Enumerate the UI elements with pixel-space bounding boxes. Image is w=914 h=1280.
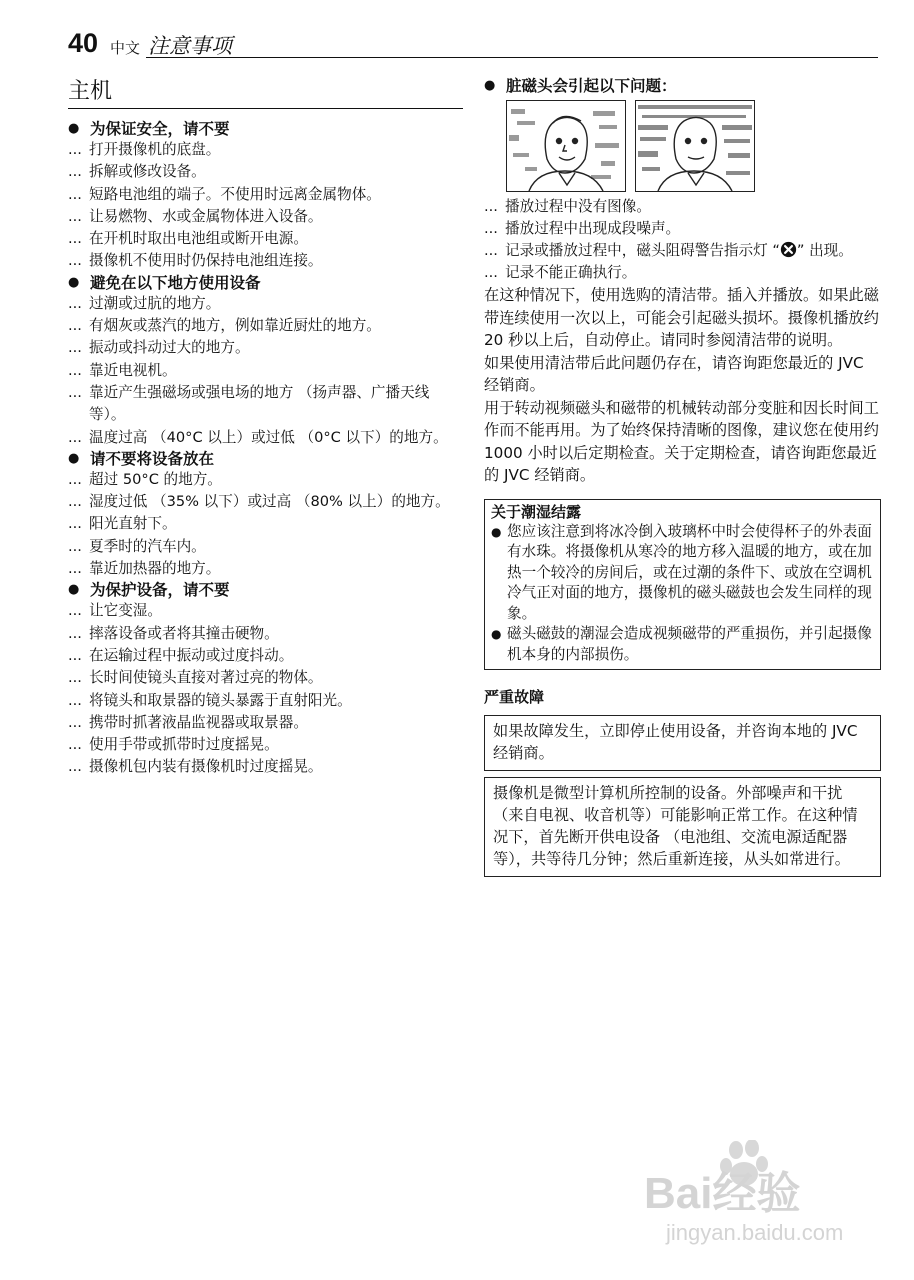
group-heading: ● 为保证安全，请不要 xyxy=(68,119,463,139)
list-item: ... 摄像机包内装有摄像机时过度摇晃。 xyxy=(68,756,463,778)
list-item: ... 拆解或修改设备。 xyxy=(68,161,463,183)
header-rule xyxy=(146,57,878,58)
list-item: ... 在运输过程中振动或过度抖动。 xyxy=(68,645,463,667)
list-item: ... 超过 50°C 的地方。 xyxy=(68,469,463,491)
watermark-url: jingyan.baidu.com xyxy=(666,1220,844,1245)
watermark-brand: Bai经验 xyxy=(644,1169,801,1218)
baidu-jingyan-watermark xyxy=(640,1140,880,1250)
list-item: ... 打开摄像机的底盘。 xyxy=(68,139,463,161)
dirty-heads-heading: ● 脏磁头会引起以下问题： xyxy=(484,76,881,96)
list-item: ... 靠近电视机。 xyxy=(68,360,463,382)
list-item: ... 长时间使镜头直接对著过亮的物体。 xyxy=(68,667,463,689)
noisy-screen-illustration-1 xyxy=(506,100,626,192)
list-item: ... 阳光直射下。 xyxy=(68,513,463,535)
head-clog-warning-icon xyxy=(780,241,797,258)
list-item-warning xyxy=(484,240,881,262)
page-header xyxy=(68,26,878,60)
list-item: ... 摄像机不使用时仍保持电池组连接。 xyxy=(68,250,463,272)
list-item: ... 夏季时的汽车内。 xyxy=(68,536,463,558)
list-item: ... 振动或抖动过大的地方。 xyxy=(68,337,463,359)
paragraph-inspection: 用于转动视频磁头和磁带的机械转动部分变脏和因长时间工作而不能再用。为了始终保持清晰的图像，建议您在使用约 1000 小时以后定期检查。关于定期检查，请咨询距您最近的 JVC 经销商。 xyxy=(484,398,879,484)
list-item: ... 播放过程中没有图像。 xyxy=(484,196,881,218)
left-column xyxy=(68,74,463,779)
list-item: ... 记录不能正确执行。 xyxy=(484,262,881,284)
list-item: ... 播放过程中出现成段噪声。 xyxy=(484,218,881,240)
right-column xyxy=(484,76,881,877)
condensation-item: ● 磁头磁鼓的潮湿会造成视频磁带的严重损伤，并引起摄像机本身的内部损伤。 xyxy=(491,624,872,665)
list-item: ... 有烟灰或蒸汽的地方，例如靠近厨灶的地方。 xyxy=(68,315,463,337)
list-item: ... 使用手带或抓带时过度摇晃。 xyxy=(68,734,463,756)
warning-text-after: ” 出现。 xyxy=(796,242,853,259)
illustration-row xyxy=(506,100,881,192)
malfunction-title: 严重故障 xyxy=(484,688,545,706)
group-safety xyxy=(68,119,463,273)
group-heading: ● 请不要将设备放在 xyxy=(68,449,463,469)
list-item: ... 在开机时取出电池组或断开电源。 xyxy=(68,228,463,250)
list-item: ... 短路电池组的端子。不使用时远离金属物体。 xyxy=(68,184,463,206)
paragraph-cleaning-tape: 在这种情况下，使用选购的清洁带。插入并播放。如果此磁带连续使用一次以上，可能会引起磁头损坏。摄像机播放约 20 秒以上后，自动停止。请同时参阅清洁带的说明。 xyxy=(484,286,879,349)
paragraph-consult-dealer: 如果使用清洁带后此问题仍存在，请咨询距您最近的 JVC 经销商。 xyxy=(484,353,864,394)
noisy-screen-illustration-2 xyxy=(635,100,755,192)
list-item: ... 温度过高 （40°C 以上）或过低 （0°C 以下）的地方。 xyxy=(68,427,463,449)
list-item: ... 过潮或过肮的地方。 xyxy=(68,293,463,315)
list-item: ... 让它变湿。 xyxy=(68,600,463,622)
condensation-title: 关于潮湿结露 xyxy=(491,502,582,521)
list-item: ... 摔落设备或者将其撞击硬物。 xyxy=(68,623,463,645)
malfunction-box-2: 摄像机是微型计算机所控制的设备。外部噪声和干扰 （来自电视、收音机等）可能影响正常工作。在这种情况下，首先断开供电设备 （电池组、交流电源适配器等），共等待几分钟；然后重新连接，从头如常进行。 xyxy=(484,777,881,877)
list-item: ... 湿度过低 （35% 以下）或过高 （80% 以上）的地方。 xyxy=(68,491,463,513)
group-heading: ● 避免在以下地方使用设备 xyxy=(68,273,463,293)
malfunction-box-1: 如果故障发生，立即停止使用设备，并咨询本地的 JVC 经销商。 xyxy=(484,715,881,771)
condensation-box xyxy=(484,499,881,671)
page-title: 注意事项 xyxy=(148,34,232,58)
condensation-item: ● 您应该注意到将冰冷倒入玻璃杯中时会使得杯子的外表面有水珠。将摄像机从寒冷的地方移入温暖的地方，或在加热一个较冷的房间后，或在过潮的条件下、或放在空调机冷气正对面的地方，摄像机的磁头磁鼓也会发生同样的现象。 xyxy=(491,522,872,625)
list-item: ... 靠近产生强磁场或强电场的地方 （扬声器、广播天线等）。 xyxy=(68,382,463,427)
list-item: ... 让易燃物、水或金属物体进入设备。 xyxy=(68,206,463,228)
section-title-main-unit: 主机 xyxy=(68,74,463,109)
warning-text-before: 记录或播放过程中，磁头阻碍警告指示灯 “ xyxy=(505,242,780,259)
list-item: ... 将镜头和取景器的镜头暴露于直射阳光。 xyxy=(68,690,463,712)
page-number: 40 xyxy=(68,28,99,58)
list-item: ... 携带时抓著液晶监视器或取景器。 xyxy=(68,712,463,734)
language-label: 中文 xyxy=(110,39,141,57)
group-protection xyxy=(68,580,463,778)
group-placement xyxy=(68,449,463,580)
list-item: ... 靠近加热器的地方。 xyxy=(68,558,463,580)
group-heading: ● 为保护设备，请不要 xyxy=(68,580,463,600)
group-avoid-locations xyxy=(68,273,463,449)
